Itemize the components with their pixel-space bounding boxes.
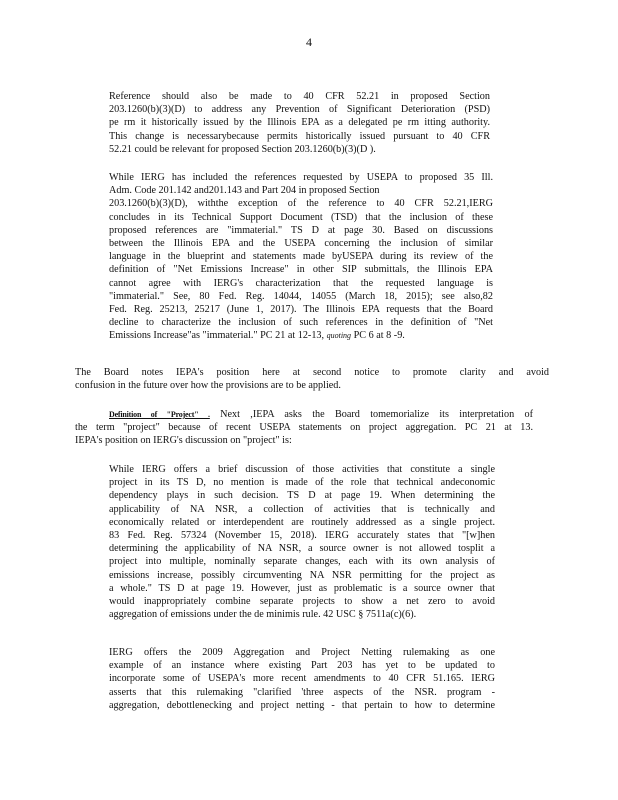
quote2-p2-line: asserts that this rulemaking "clarified 'three aspects of the NSR. program -: [109, 686, 495, 698]
quote1-p1-line: Reference should also be made to 40 CFR 52.21 in proposed Section: [109, 91, 490, 102]
quote2-paragraph-1: [109, 463, 495, 621]
quote1-p1-line: pe rm it historically issued by the Illinois EPA as a delegated pe rm itting authority.: [109, 117, 490, 129]
quote2-p1-line: determining the applicability of NA NSR, a source owner is not allowed tosplit a: [109, 543, 495, 555]
quote1-p2-line-text: Emissions Increase"as "immaterial." PC 21 at 12-13,: [109, 330, 325, 342]
quote2-p1-line: project in its TS D, no mention is made of the role that technical andeconomic: [109, 477, 495, 489]
quote1-p2-line: Adm. Code 201.142 and201.143 and Part 204 in proposed Section: [109, 185, 380, 197]
quote1-p1-line: This change is necessarybecause permits historically issued pursuant to 40 CFR: [109, 130, 490, 142]
definition-heading: Definition of "Project" .: [109, 410, 210, 419]
quote2-p1-line: dependency plays in such decision. TS D at page 19. When determining the: [109, 490, 495, 502]
definition-first-text: Next ,IEPA asks the Board tomemorialize its interpretation of: [209, 409, 533, 420]
quote2-p2-line: aggregation, debottlenecking and project netting - that pertain to how to determine: [109, 699, 495, 711]
quote1-p2-line: language in the blueprint and statements made byUSEPA during its review of the: [109, 251, 493, 263]
quote1-p1-line: 52.21 could be relevant for proposed Section 203.1260(b)(3)(D ).: [109, 143, 376, 155]
quote1-p2-line: 203.1260(b)(3)(D), withthe exception of the reference to 40 CFR 52.21,IERG: [109, 198, 493, 210]
definition-first-line: [75, 408, 533, 421]
quoting-word: quoting: [326, 331, 352, 341]
board-note-line: confusion in the future over how the provisions are to be applied.: [75, 380, 341, 392]
board-note-line: The Board notes IEPA's position here at second notice to promote clarity and avoid: [75, 367, 549, 378]
quote2-p2-line: example of an instance where existing Part 203 has yet to be updated to: [109, 660, 495, 672]
quote1-p1-line: 203.1260(b)(3)(D) to address any Prevention of Significant Deterioration (PSD): [109, 104, 490, 116]
quote1-p2-last-line: [109, 329, 493, 342]
quote1-p2-line: definition of "Net Emissions Increase" in other SIP submittals, the Illinois EPA: [109, 264, 493, 276]
quote2-paragraph-2: [109, 646, 495, 712]
definition-line: the term "project" because of recent USEPA statements on project aggregation. PC 21 at 13.: [75, 422, 533, 434]
quote1-p2-line: "immaterial." See, 80 Fed. Reg. 14044, 14055 (March 18, 2015); see also,82: [109, 290, 493, 302]
quote1-p2-line: between the Illinois EPA and the USEPA concerning the inclusion of similar: [109, 238, 493, 250]
page-number: 4: [306, 35, 312, 49]
quote1-p2-line: While IERG has included the references requested by USEPA to proposed 35 Ill.: [109, 172, 493, 183]
quote2-p1-line: project into multiple, nominally separate changes, each with its own analysis of: [109, 556, 495, 568]
quote2-p1-line: emissions increase, possibly circumventing NA NSR permitting for the project as: [109, 569, 495, 581]
quote1-paragraph-1: [109, 90, 490, 156]
quote2-p1-line: would inappropriately combine separate projects to show a net zero to avoid: [109, 596, 495, 608]
quote2-p2-line: IERG offers the 2009 Aggregation and Project Netting rulemaking as one: [109, 647, 495, 658]
quote1-p2-line: Fed. Reg. 25213, 25217 (June 1, 2017). The Illinois EPA requests that the Board: [109, 304, 493, 316]
quote1-p2-line: proposed references are "immaterial." TS D at page 30. Based on discussions: [109, 224, 493, 236]
quote1-paragraph-2: [109, 171, 493, 343]
quote1-p2-line: cannot agree with IERG's characterization that the requested language is: [109, 277, 493, 289]
quote2-p1-line: aggregation of emissions under the de minimis rule. 42 USC § 7511a(c)(6).: [109, 609, 417, 621]
quote2-p1-line: economically related or interdependent are routinely addressed as a single project.: [109, 516, 495, 528]
definition-line: IEPA's position on IERG's discussion on "project" is:: [75, 435, 292, 447]
quote2-p1-line: a whole." TS D at page 19. However, just as problematic is a source owner that: [109, 582, 495, 594]
definition-paragraph: [75, 408, 533, 448]
quote2-p1-line: 83 Fed. Reg. 57324 (November 15, 2018). IERG accurately states that "[w]hen: [109, 530, 495, 542]
board-note-paragraph: [75, 366, 549, 392]
quote2-p2-line: incorporate some of USEPA's more recent amendments to 40 CFR 51.165. IERG: [109, 673, 495, 685]
quote2-p1-line: applicability of NA NSR, a collection of activities that is technically and: [109, 503, 495, 515]
quote1-p2-line: decline to characterize the inclusion of such references in the definition of "Net: [109, 317, 493, 329]
quote1-p2-tail: PC 6 at 8 -9.: [351, 330, 405, 342]
quote2-p1-line: While IERG offers a brief discussion of those activities that constitute a single: [109, 464, 495, 475]
quote1-p2-line: concludes in its Technical Support Document (TSD) that the inclusion of these: [109, 211, 493, 223]
